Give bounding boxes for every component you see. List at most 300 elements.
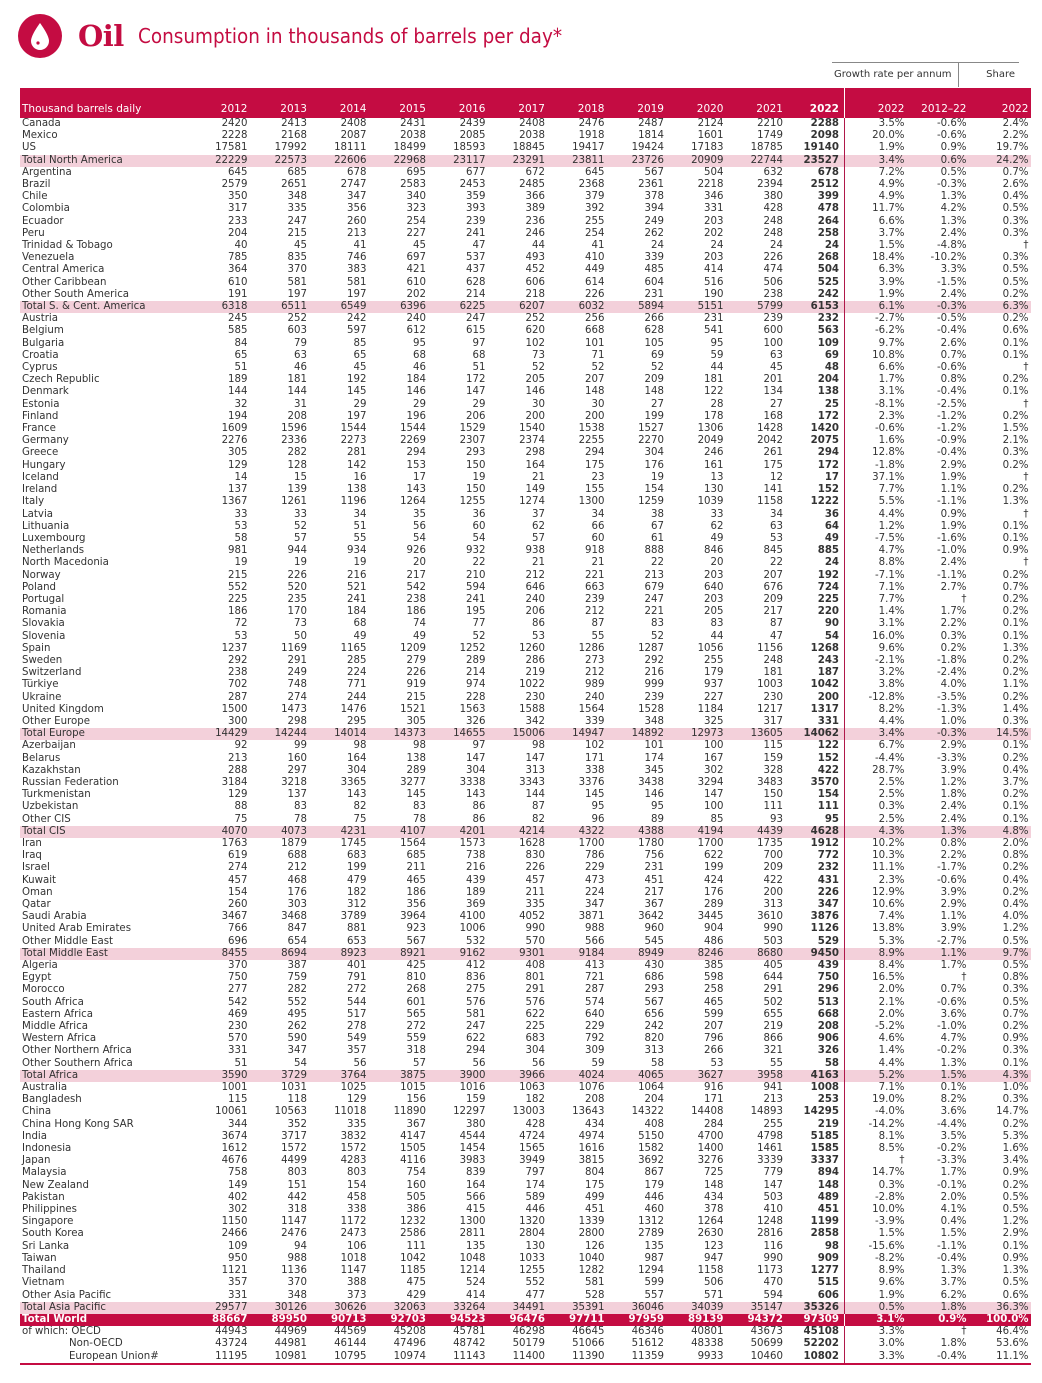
row-label: Denmark — [22, 386, 69, 398]
row-label: Poland — [22, 581, 57, 593]
cell-year-value: 6549 — [309, 301, 369, 313]
cell-year-value: 238 — [228, 667, 248, 679]
cell-year-value: 148 — [585, 386, 605, 398]
page-header — [18, 12, 599, 60]
cell-year-value: 803 — [287, 1167, 307, 1179]
cell-growth-2022: 5.5% — [878, 496, 905, 508]
cell-year-value: 65 — [353, 349, 367, 361]
cell-year-value: 3875 — [369, 1070, 429, 1082]
cell-year-value: 289 — [466, 654, 486, 666]
cell-growth-2022: 7.1% — [878, 1082, 905, 1094]
cell-year-value: 3949 — [519, 1155, 545, 1167]
cell-year-value: 56 — [413, 520, 426, 532]
cell-year-value: 622 — [466, 1033, 486, 1045]
cell-share-2022: 2.4% — [1002, 118, 1029, 129]
cell-year-value: 60 — [591, 532, 605, 544]
cell-year-value: 64 — [785, 521, 845, 533]
cell-year-value: 291 — [763, 984, 783, 996]
cell-share-2022: 0.1% — [1002, 532, 1029, 544]
row-label: of which: OECD — [22, 1326, 101, 1338]
cell-year-value: 213 — [228, 752, 248, 764]
cell-year-value: 101 — [585, 337, 605, 349]
cell-year-value: 2124 — [697, 118, 724, 129]
cell-growth-2022: 2.5% — [878, 789, 905, 801]
cell-year-value: 867 — [644, 1167, 664, 1179]
cell-growth-2012-22: 2.9% — [940, 459, 967, 471]
cell-year-value: 294 — [785, 447, 845, 459]
cell-year-value: 990 — [763, 1252, 783, 1264]
cell-year-value: 8680 — [726, 948, 786, 960]
cell-growth-2012-22: 1.7% — [940, 1167, 967, 1179]
cell-share-2022: 0.2% — [1002, 886, 1029, 898]
cell-year-value: 59 — [591, 1057, 605, 1069]
cell-share-2022: 0.8% — [1002, 972, 1029, 984]
cell-growth-2022: 5.2% — [845, 1070, 907, 1082]
cell-growth-2012-22: 2.7% — [940, 581, 967, 593]
table-row — [20, 679, 1031, 691]
cell-year-value: 640 — [704, 581, 724, 593]
cell-share-2022: 1.1% — [1002, 679, 1029, 691]
cell-growth-2022: 4.4% — [878, 1057, 905, 1069]
row-label: Argentina — [22, 166, 72, 178]
cell-growth-2012-22: 2.2% — [940, 618, 967, 630]
cell-year-value: 373 — [347, 1289, 367, 1301]
row-label: Luxembourg — [22, 532, 86, 544]
cell-year-value: 836 — [466, 972, 486, 984]
cell-year-value: 242 — [785, 289, 845, 301]
cell-growth-2022: 0.3% — [878, 801, 905, 813]
cell-share-2022: 46.4% — [996, 1326, 1029, 1338]
cell-share-2022: 0.2% — [1002, 691, 1029, 703]
table-row — [20, 1119, 1031, 1131]
cell-year-value: 135 — [466, 1240, 486, 1252]
cell-year-value: 253 — [785, 1094, 845, 1106]
cell-year-value: 988 — [287, 1252, 307, 1264]
cell-year-value: 581 — [347, 276, 367, 288]
cell-year-value: 1286 — [578, 642, 605, 654]
cell-growth-2022: 3.1% — [845, 1314, 907, 1326]
cell-year-value: 574 — [585, 996, 605, 1008]
cell-year-value: 408 — [525, 960, 545, 972]
cell-year-value: 923 — [406, 923, 426, 935]
cell-year-value: 219 — [763, 1021, 783, 1033]
cell-year-value: 486 — [704, 935, 724, 947]
cell-year-value: 4052 — [519, 911, 545, 923]
cell-year-value: 258 — [785, 228, 845, 240]
cell-year-value: 2804 — [519, 1228, 545, 1240]
cell-growth-2012-22: 1.3% — [907, 826, 969, 838]
cell-year-value: 2583 — [400, 179, 426, 191]
cell-share-2022: 0.5% — [1002, 264, 1029, 276]
cell-year-value: 3610 — [757, 911, 783, 923]
cell-year-value: 357 — [347, 1045, 367, 1057]
row-label: Egypt — [22, 972, 52, 984]
cell-year-value: 85 — [710, 813, 724, 825]
cell-year-value: 563 — [785, 325, 845, 337]
cell-year-value: 44 — [710, 362, 724, 374]
cell-year-value: 3815 — [578, 1155, 605, 1167]
cell-year-value: 298 — [525, 447, 545, 459]
cell-growth-2022: -7.5% — [874, 532, 905, 544]
table-row — [20, 1106, 1031, 1118]
cell-year-value: 200 — [785, 692, 845, 704]
cell-year-value: 655 — [763, 1008, 783, 1020]
cell-share-2022: 0.3% — [1002, 227, 1029, 239]
cell-year-value: 252 — [525, 313, 545, 325]
cell-year-value: 4700 — [697, 1130, 724, 1142]
cell-year-value: 200 — [763, 886, 783, 898]
cell-year-value: 387 — [287, 960, 307, 972]
cell-year-value: 46346 — [631, 1326, 664, 1338]
cell-growth-2012-22: 0.9% — [940, 142, 967, 154]
table-row — [20, 704, 1031, 716]
cell-year-value: 14892 — [607, 728, 667, 740]
cell-year-value: 3339 — [757, 1155, 783, 1167]
cell-year-value: 24 — [770, 240, 783, 252]
cell-year-value: 273 — [585, 654, 605, 666]
row-label: Czech Republic — [22, 374, 100, 386]
cell-year-value: 412 — [466, 960, 486, 972]
cell-year-value: 1585 — [785, 1143, 845, 1155]
cell-year-value: 160 — [406, 1179, 426, 1191]
cell-year-value: 224 — [347, 667, 367, 679]
cell-year-value: 2368 — [578, 179, 605, 191]
cell-year-value: 678 — [785, 167, 845, 179]
cell-year-value: 152 — [785, 484, 845, 496]
cell-year-value: 489 — [785, 1192, 845, 1204]
row-label: Bulgaria — [22, 337, 65, 349]
cell-growth-2022: 3.8% — [878, 679, 905, 691]
cell-year-value: 194 — [228, 410, 248, 422]
cell-year-value: 2087 — [340, 130, 367, 142]
cell-growth-2022: 1.2% — [878, 520, 905, 532]
cell-growth-2022: 1.9% — [878, 288, 905, 300]
cell-year-value: 254 — [406, 215, 426, 227]
cell-growth-2012-22: -0.2% — [936, 1143, 967, 1155]
cell-year-value: 369 — [466, 899, 486, 910]
cell-year-value: 231 — [704, 313, 724, 325]
cell-share-2022: 2.6% — [1002, 179, 1029, 191]
cell-year-value: 224 — [585, 886, 605, 898]
table-row — [20, 423, 1031, 435]
table-row — [20, 899, 1031, 911]
cell-year-value: 195 — [466, 606, 486, 618]
cell-year-value: 5894 — [607, 301, 667, 313]
cell-year-value: 241 — [347, 593, 367, 605]
cell-share-2022: † — [1023, 398, 1029, 410]
cell-year-value: 503 — [763, 1191, 783, 1203]
cell-share-2022: 0.9% — [1002, 1167, 1029, 1179]
cell-year-value: 916 — [704, 1082, 724, 1094]
cell-year-value: 212 — [585, 667, 605, 679]
cell-year-value: 4147 — [400, 1130, 426, 1142]
cell-year-value: 217 — [406, 569, 426, 581]
cell-year-value: 239 — [585, 593, 605, 605]
cell-year-value: 1505 — [400, 1143, 426, 1155]
table-body — [20, 118, 1031, 1364]
cell-year-value: 78 — [413, 813, 426, 825]
cell-year-value: 599 — [704, 1008, 724, 1020]
cell-share-2022: 0.8% — [1002, 850, 1029, 862]
cell-year-value: 179 — [704, 667, 724, 679]
cell-year-value: 247 — [287, 215, 307, 227]
cell-growth-2012-22: 1.3% — [940, 1057, 967, 1069]
table-row — [20, 1094, 1031, 1106]
cell-year-value: 100 — [704, 740, 724, 752]
cell-year-value: 520 — [287, 581, 307, 593]
cell-year-value: 27 — [770, 398, 783, 410]
cell-year-value: 100 — [704, 801, 724, 813]
cell-year-value: 11400 — [488, 1351, 548, 1364]
cell-year-value: 388 — [347, 1277, 367, 1289]
row-label: Western Africa — [22, 1033, 97, 1045]
cell-year-value: 434 — [704, 1191, 724, 1203]
cell-year-value: 49 — [353, 630, 367, 642]
cell-share-2022: 0.2% — [1002, 789, 1029, 801]
cell-year-value: 405 — [763, 960, 783, 972]
cell-growth-2022: 3.4% — [845, 155, 907, 167]
cell-year-value: 31 — [294, 398, 307, 410]
cell-growth-2012-22: 0.1% — [940, 1082, 967, 1094]
cell-year-value: 16 — [353, 471, 367, 483]
cell-year-value: 205 — [525, 374, 545, 386]
cell-year-value: 115 — [228, 1094, 248, 1106]
row-label: New Zealand — [22, 1179, 89, 1191]
cell-year-value: 268 — [406, 984, 426, 996]
cell-growth-2022: 7.2% — [878, 166, 905, 178]
table-row — [20, 118, 1031, 130]
cell-year-value: 338 — [585, 764, 605, 776]
cell-year-value: 544 — [347, 996, 367, 1008]
cell-year-value: 75 — [234, 813, 248, 825]
cell-year-value: 291 — [525, 984, 545, 996]
cell-year-value: 14062 — [785, 728, 845, 740]
cell-year-value: 275 — [466, 984, 486, 996]
cell-year-value: 142 — [347, 459, 367, 471]
cell-growth-2022: -12.8% — [868, 691, 905, 703]
cell-year-value: 370 — [287, 264, 307, 276]
row-label: Ukraine — [22, 691, 62, 703]
cell-year-value: 750 — [228, 972, 248, 984]
column-header: 2012 — [190, 88, 250, 118]
cell-year-value: 439 — [466, 874, 486, 886]
cell-year-value: 38 — [651, 508, 664, 520]
cell-year-value: 6032 — [547, 301, 607, 313]
cell-growth-2022: 9.6% — [878, 1277, 905, 1289]
cell-year-value: 86 — [472, 813, 486, 825]
cell-growth-2022: 3.1% — [878, 618, 905, 630]
cell-year-value: 4798 — [757, 1130, 783, 1142]
row-label: United Kingdom — [22, 703, 104, 715]
cell-growth-2012-22: 2.9% — [940, 899, 967, 910]
cell-share-2022: 0.1% — [1002, 1240, 1029, 1252]
cell-year-value: 386 — [406, 1204, 426, 1216]
cell-year-value: 94372 — [726, 1314, 786, 1326]
cell-year-value: 885 — [785, 545, 845, 557]
row-label: Malaysia — [22, 1167, 67, 1179]
cell-year-value: 175 — [585, 1179, 605, 1191]
cell-year-value: 14429 — [190, 728, 250, 740]
cell-year-value: 644 — [763, 972, 783, 984]
cell-share-2022: 0.5% — [1002, 996, 1029, 1008]
row-label: Trinidad & Tobago — [22, 240, 113, 252]
cell-growth-2022: 20.0% — [872, 130, 905, 142]
cell-year-value: 192 — [785, 570, 845, 582]
cell-year-value: 262 — [287, 1021, 307, 1033]
table-row — [20, 765, 1031, 777]
cell-year-value: 590 — [287, 1033, 307, 1045]
cell-year-value: 2270 — [638, 435, 664, 447]
cell-year-value: 3438 — [638, 776, 664, 788]
row-label: Lithuania — [22, 520, 70, 532]
cell-year-value: 130 — [525, 1240, 545, 1252]
cell-share-2022: 3.4% — [1002, 1155, 1029, 1167]
cell-year-value: 30 — [591, 398, 605, 410]
cell-year-value: 174 — [644, 752, 664, 764]
cell-year-value: 217 — [763, 606, 783, 618]
cell-year-value: 1306 — [697, 423, 724, 435]
cell-year-value: 378 — [704, 1204, 724, 1216]
cell-year-value: 304 — [347, 764, 367, 776]
cell-growth-2022: 8.1% — [878, 1130, 905, 1142]
cell-share-2022: 2.1% — [1002, 435, 1029, 447]
cell-year-value: 287 — [228, 691, 248, 703]
cell-share-2022: 4.0% — [1002, 911, 1029, 923]
cell-year-value: 2218 — [697, 179, 724, 191]
cell-year-value: 51 — [353, 520, 367, 532]
cell-share-2022: 0.1% — [1002, 813, 1029, 825]
cell-year-value: 335 — [525, 899, 545, 910]
cell-year-value: 537 — [466, 252, 486, 264]
cell-year-value: 987 — [644, 1252, 664, 1264]
cell-year-value: 19 — [353, 557, 367, 569]
cell-year-value: 11359 — [607, 1351, 667, 1364]
cell-year-value: 429 — [406, 1289, 426, 1301]
cell-year-value: 581 — [585, 1277, 605, 1289]
cell-year-value: 149 — [228, 1179, 248, 1191]
cell-year-value: 45781 — [453, 1326, 486, 1338]
cell-year-value: 944 — [287, 545, 307, 557]
cell-year-value: 3570 — [785, 777, 845, 789]
table-row — [20, 1131, 1031, 1143]
cell-year-value: 513 — [785, 997, 845, 1009]
cell-year-value: 44981 — [274, 1338, 307, 1350]
table-row — [20, 240, 1031, 252]
cell-year-value: 189 — [466, 886, 486, 898]
column-header: 2016 — [428, 88, 488, 118]
cell-year-value: 219 — [525, 667, 545, 679]
cell-year-value: 71 — [591, 349, 605, 361]
cell-growth-2022: 8.4% — [878, 960, 905, 972]
row-label: Hungary — [22, 459, 66, 471]
row-label: Sri Lanka — [22, 1240, 70, 1252]
table-row — [20, 1180, 1031, 1192]
cell-growth-2022: 10.0% — [872, 1204, 905, 1216]
cell-year-value: 230 — [525, 691, 545, 703]
cell-growth-2012-22: 2.2% — [940, 850, 967, 862]
table-row — [20, 814, 1031, 826]
cell-year-value: 129 — [228, 789, 248, 801]
cell-year-value: 6225 — [428, 301, 488, 313]
cell-year-value: 111 — [406, 1240, 426, 1252]
cell-year-value: 521 — [347, 581, 367, 593]
cell-year-value: 389 — [525, 203, 545, 215]
cell-share-2022: 6.3% — [969, 301, 1031, 313]
cell-growth-2012-22: -1.2% — [936, 423, 967, 435]
cell-year-value: 105 — [644, 337, 664, 349]
cell-year-value: 43724 — [215, 1338, 248, 1350]
cell-year-value: 247 — [466, 313, 486, 325]
cell-year-value: 685 — [287, 166, 307, 178]
cell-year-value: 209 — [644, 374, 664, 386]
cell-year-value: 174 — [525, 1179, 545, 1191]
cell-year-value: 1274 — [519, 496, 545, 508]
cell-year-value: 141 — [763, 484, 783, 496]
cell-year-value: 475 — [406, 1277, 426, 1289]
cell-year-value: 62 — [710, 520, 724, 532]
cell-growth-2012-22: 1.0% — [940, 715, 967, 727]
cell-year-value: 55 — [591, 630, 605, 642]
cell-year-value: 178 — [704, 410, 724, 422]
cell-year-value: 78 — [294, 813, 307, 825]
cell-year-value: 2630 — [697, 1228, 724, 1240]
cell-year-value: 335 — [287, 203, 307, 215]
table-row — [20, 447, 1031, 459]
cell-year-value: 894 — [785, 1167, 845, 1179]
cell-year-value: 97 — [472, 337, 486, 349]
cell-growth-2022: 6.1% — [845, 301, 907, 313]
row-label: Italy — [22, 496, 45, 508]
table-row — [20, 179, 1031, 191]
cell-year-value: 6511 — [250, 301, 310, 313]
cell-growth-2022: 28.7% — [872, 764, 905, 776]
cell-year-value: 54 — [785, 631, 845, 643]
cell-year-value: 1420 — [785, 423, 845, 435]
cell-share-2022: 0.2% — [1002, 459, 1029, 471]
cell-year-value: 594 — [763, 1289, 783, 1301]
cell-year-value: 144 — [228, 386, 248, 398]
cell-growth-2012-22: -1.8% — [936, 654, 967, 666]
cell-year-value: 2394 — [757, 179, 783, 191]
cell-year-value: 552 — [287, 996, 307, 1008]
cell-year-value: 1126 — [785, 923, 845, 935]
row-label: Israel — [22, 862, 50, 874]
cell-year-value: 589 — [525, 1191, 545, 1203]
cell-year-value: 41 — [591, 240, 605, 252]
cell-year-value: 1294 — [638, 1265, 664, 1277]
table-row — [20, 325, 1031, 337]
cell-year-value: 10061 — [215, 1106, 248, 1118]
cell-year-value: 1473 — [281, 703, 307, 715]
cell-year-value: 40801 — [691, 1326, 724, 1338]
cell-year-value: 150 — [466, 484, 486, 496]
cell-year-value: 58 — [651, 1057, 664, 1069]
row-label: South Korea — [22, 1228, 84, 1240]
table-row — [20, 1082, 1031, 1094]
cell-year-value: 181 — [287, 374, 307, 386]
cell-year-value: 34 — [353, 508, 367, 520]
cell-year-value: 264 — [785, 216, 845, 228]
row-label: Morocco — [22, 984, 65, 996]
cell-year-value: 11390 — [547, 1351, 607, 1364]
cell-year-value: 90713 — [309, 1314, 369, 1326]
cell-growth-2022: 13.8% — [872, 923, 905, 935]
cell-year-value: 379 — [585, 191, 605, 203]
cell-year-value: 52 — [472, 630, 486, 642]
cell-year-value: 428 — [525, 1118, 545, 1130]
cell-year-value: 50699 — [750, 1338, 783, 1350]
cell-year-value: 1287 — [638, 642, 664, 654]
